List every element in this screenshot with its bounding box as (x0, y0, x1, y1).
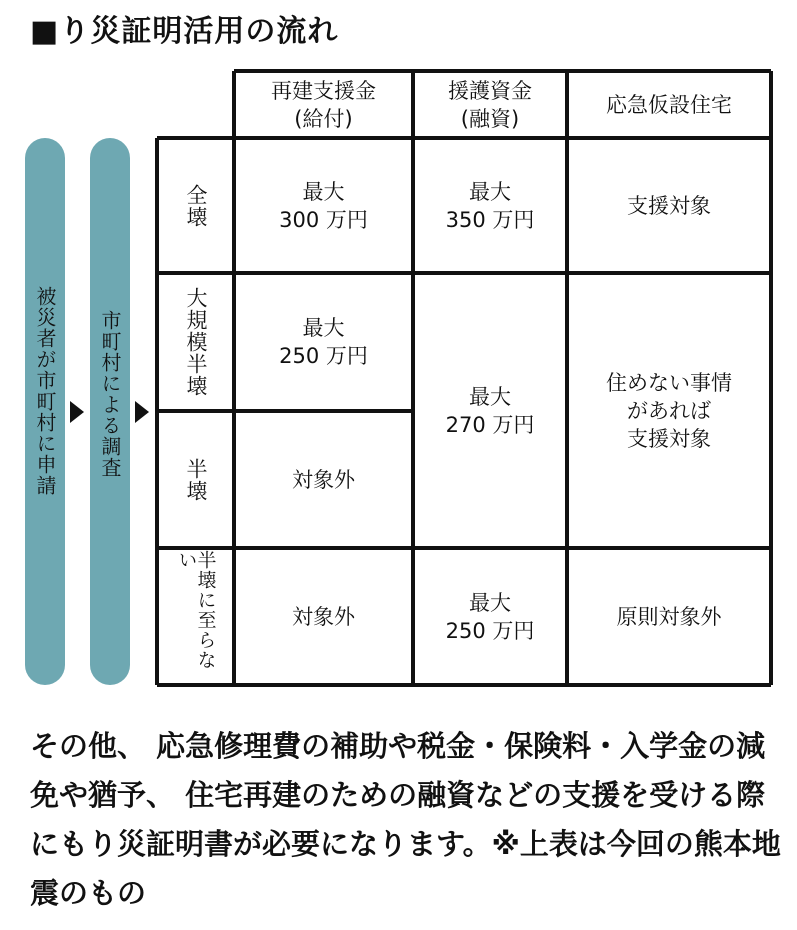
cell-dai-kibo-hankai-loan: 最大 270 万円 (445, 384, 535, 437)
col-header-relief-loan: 援護資金 (融資) (448, 78, 532, 131)
flow-step-apply (25, 138, 65, 685)
flow-step-apply-label: 被災者が市町村に申請 (33, 286, 57, 496)
cell-hankai-ni-itaranai-loan: 最大 250 万円 (445, 590, 535, 643)
cell-hankai-rebuild: 対象外 (292, 467, 355, 492)
col-header-temporary-housing: 応急仮設住宅 (606, 92, 732, 117)
row-header-zenkai-label: 全壊 (184, 183, 208, 228)
cell-dai-kibo-hankai-housing: 住めない事情 があれば 支援対象 (606, 370, 732, 451)
row-header-hankai-ni-itaranai-label: 半壊に至らない (175, 550, 217, 670)
row-header-hankai-ni-itaranai (159, 550, 232, 683)
row-header-dai-kibo-hankai (159, 275, 232, 409)
footer-note: その他、 応急修理費の補助や税金・保険料・入学金の減免や猶予、 住宅再建のための融資などの支援を受ける際にもり災証明書が必要になります。※上表は今回の熊本地震のもの (30, 729, 781, 910)
col-header-rebuild-support: 再建支援金 (給付) (271, 78, 376, 131)
cell-zenkai-rebuild: 最大 300 万円 (279, 179, 368, 232)
cell-hankai-ni-itaranai-rebuild: 対象外 (292, 604, 355, 629)
row-header-zenkai (159, 140, 232, 271)
row-header-hankai (159, 413, 232, 546)
page-title: ■り災証明活用の流れ (30, 14, 339, 49)
cell-zenkai-loan: 最大 350 万円 (445, 179, 535, 232)
flow-step-survey-label: 市町村による調査 (98, 310, 122, 478)
cell-hankai-ni-itaranai-housing: 原則対象外 (616, 604, 722, 629)
cell-zenkai-housing: 支援対象 (627, 193, 711, 218)
row-header-dai-kibo-hankai-label: 大規模半壊 (184, 287, 208, 397)
flow-step-survey (90, 138, 130, 685)
arrow-right-icon (70, 401, 84, 423)
arrow-right-icon (135, 401, 149, 423)
row-header-hankai-label: 半壊 (184, 457, 208, 502)
cell-dai-kibo-rebuild: 最大 250 万円 (279, 316, 368, 368)
